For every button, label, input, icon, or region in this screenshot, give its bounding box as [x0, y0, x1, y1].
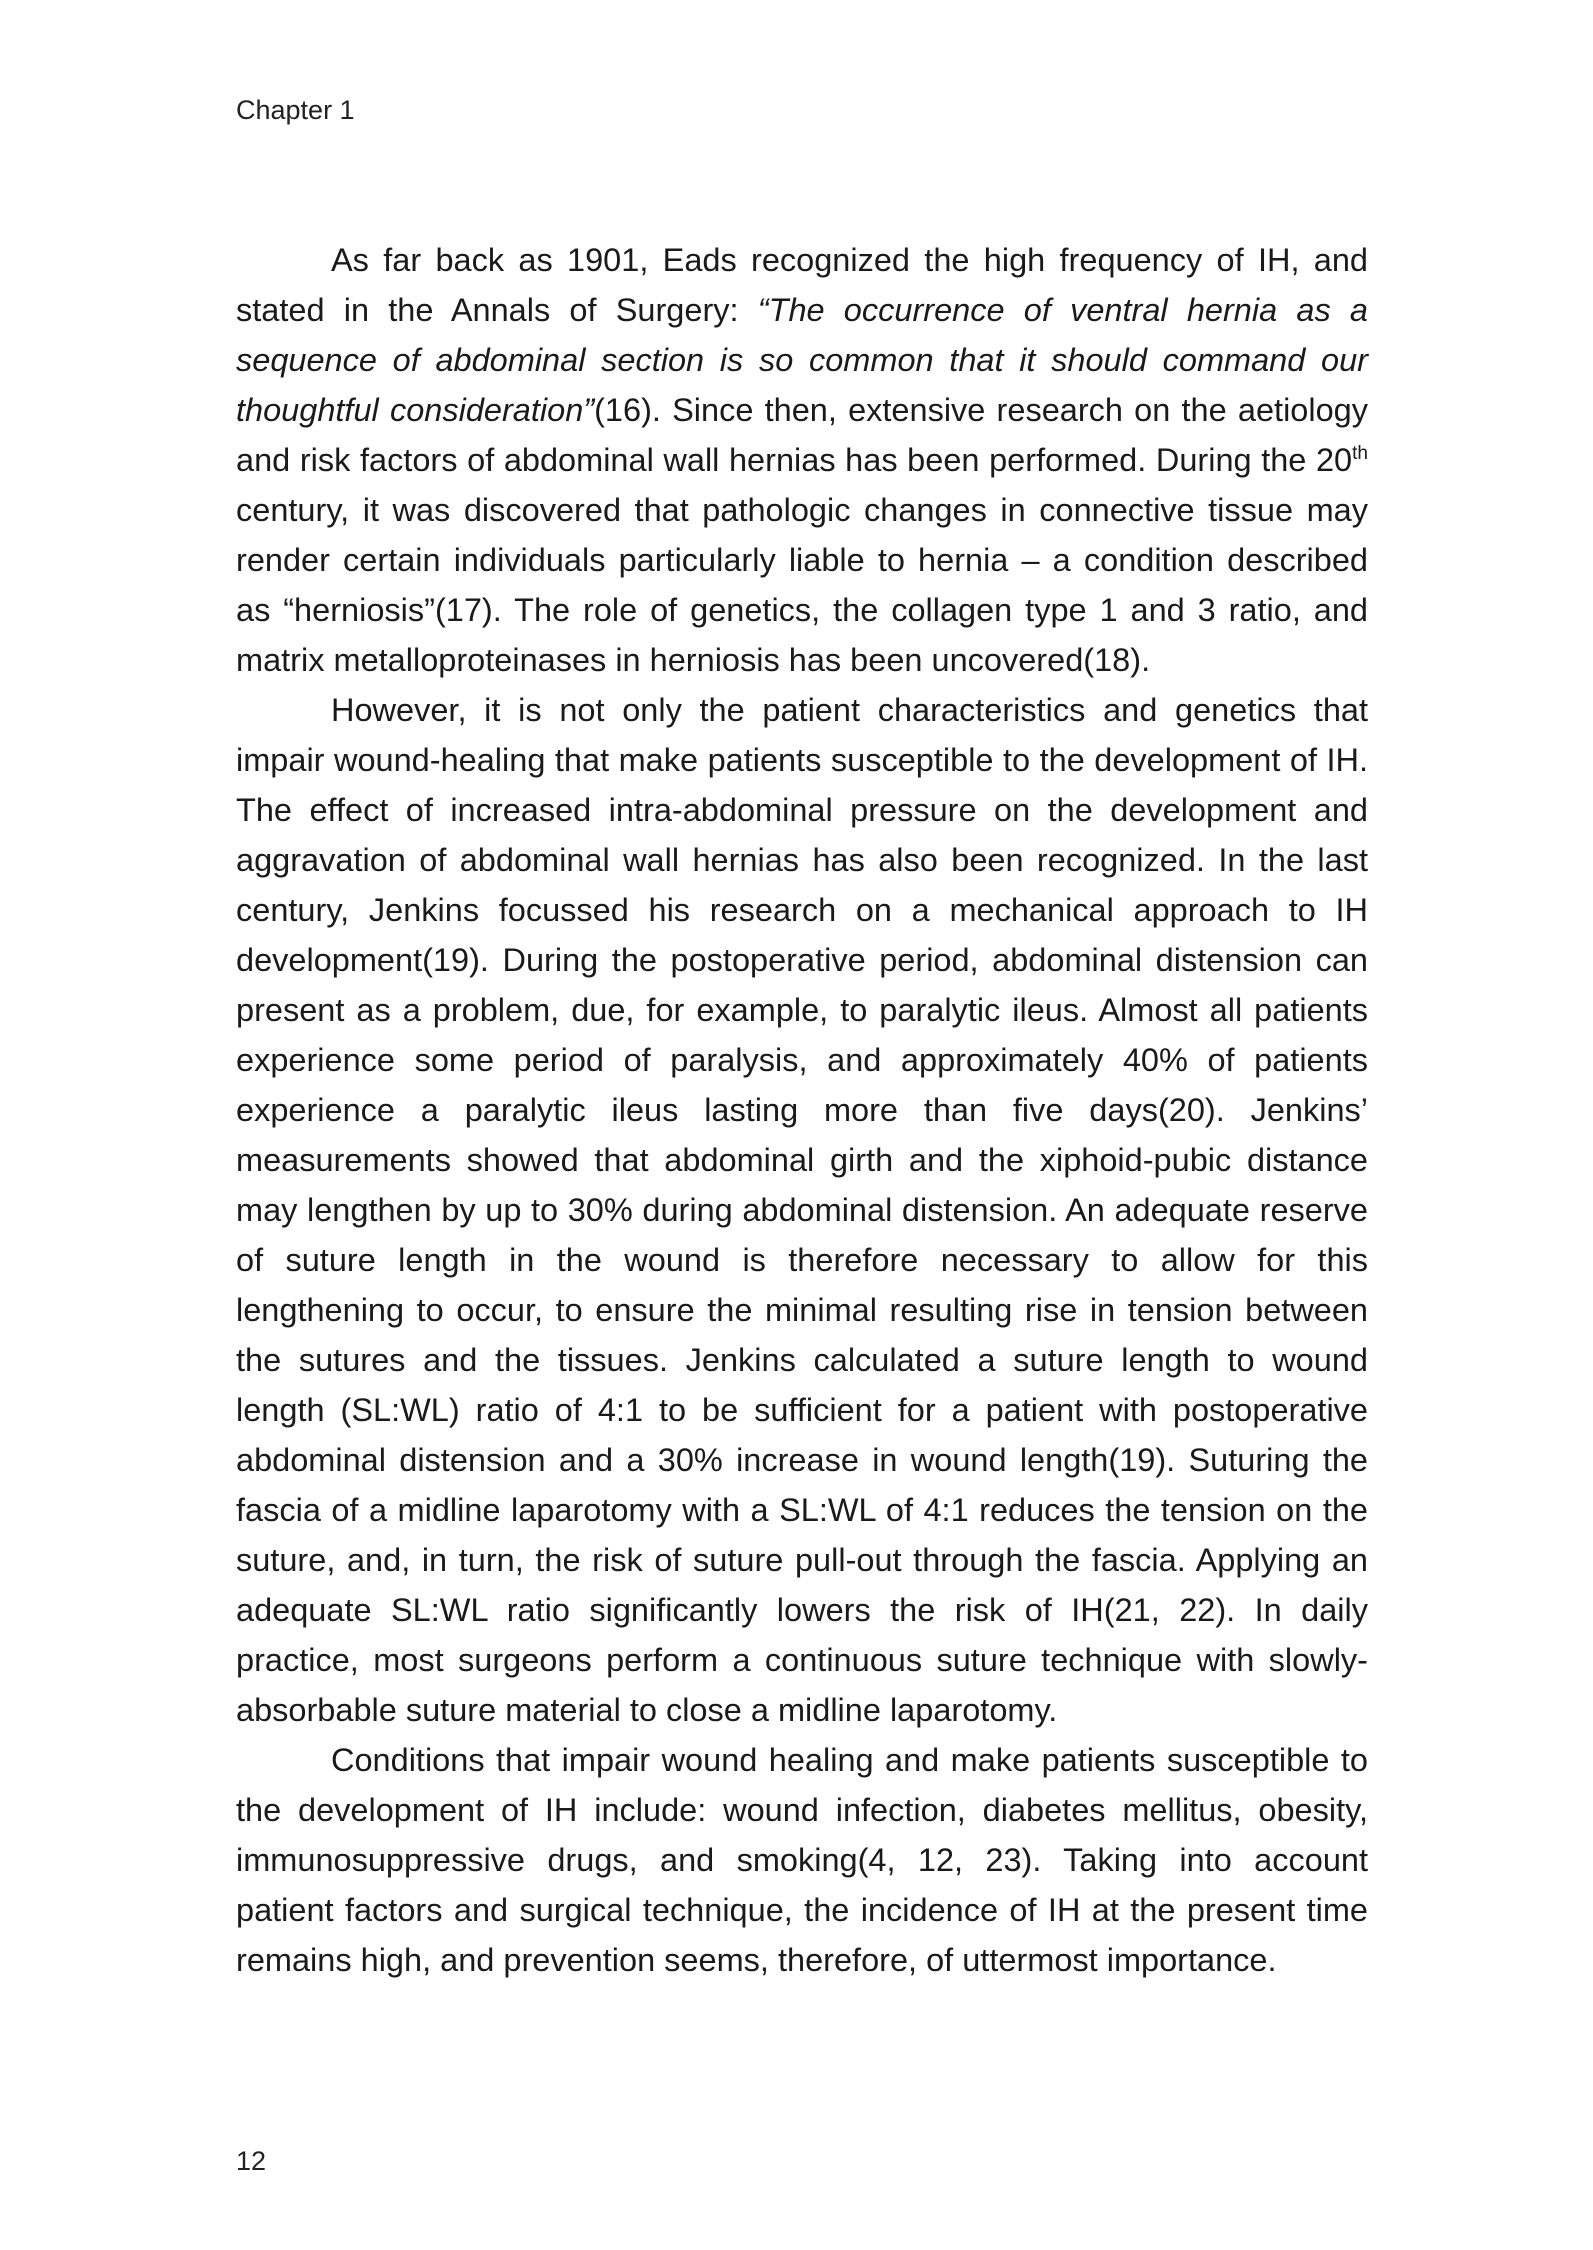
paragraph-1 [236, 235, 1368, 685]
century-superscript: th [1352, 443, 1368, 465]
page-number: 12 [236, 2146, 267, 2176]
eads-quote: “The occurrence of ventral hernia as a sequence of abdominal section is so common that it should command our thoughtful consideration” [236, 292, 1368, 428]
body-text [236, 235, 1368, 1985]
paragraph-3: Conditions that impair wound healing and make patients susceptible to the development of IH include: wound infection, diabetes mellitus, obesity, immunosuppressive drugs, and smoking(4, 12, 23). Taking into account patient factors and surgical technique, the incidence of IH at the present time remains high, and prevention seems, therefore, of uttermost importance. [236, 1742, 1368, 1978]
running-header: Chapter 1 [236, 95, 355, 125]
paragraph-1-text-a: As far back as 1901, Eads recognized the high frequency of IH, and stated in the Annals of Surgery: [236, 242, 1368, 328]
paragraph-1-text-b: (16). Since then, extensive research on the aetiology and risk factors of abdominal wall hernias has been performed. During the 20 [236, 392, 1368, 478]
paragraph-2: However, it is not only the patient characteristics and genetics that impair wound-healing that make patients susceptible to the development of IH. The effect of increased intra-abdominal pressure on the development and aggravation of abdominal wall hernias has also been recognized. In the last century, Jenkins focussed his research on a mechanical approach to IH development(19). During the postoperative period, abdominal distension can present as a problem, due, for example, to paralytic ileus. Almost all patients experience some period of paralysis, and approximately 40% of patients experience a paralytic ileus lasting more than five days(20). Jenkins’ measurements showed that abdominal girth and the xiphoid-pubic distance may lengthen by up to 30% during abdominal distension. An adequate reserve of suture length in the wound is therefore necessary to allow for this lengthening to occur, to ensure the minimal resulting rise in tension between the sutures and the tissues. Jenkins calculated a suture length to wound length (SL:WL) ratio of 4:1 to be sufficient for a patient with postoperative abdominal distension and a 30% increase in wound length(19). Suturing the fascia of a midline laparotomy with a SL:WL of 4:1 reduces the tension on the suture, and, in turn, the risk of suture pull-out through the fascia. Applying an adequate SL:WL ratio significantly lowers the risk of IH(21, 22). In daily practice, most surgeons perform a continuous suture technique with slowly-absorbable suture material to close a midline laparotomy. [236, 692, 1368, 1728]
paragraph-1-text-c: century, it was discovered that pathologic changes in connective tissue may render certain individuals particularly liable to hernia – a condition described as “herniosis”(17). The role of genetics, the collagen type 1 and 3 ratio, and matrix metalloproteinases in herniosis has been uncovered(18). [236, 492, 1368, 678]
